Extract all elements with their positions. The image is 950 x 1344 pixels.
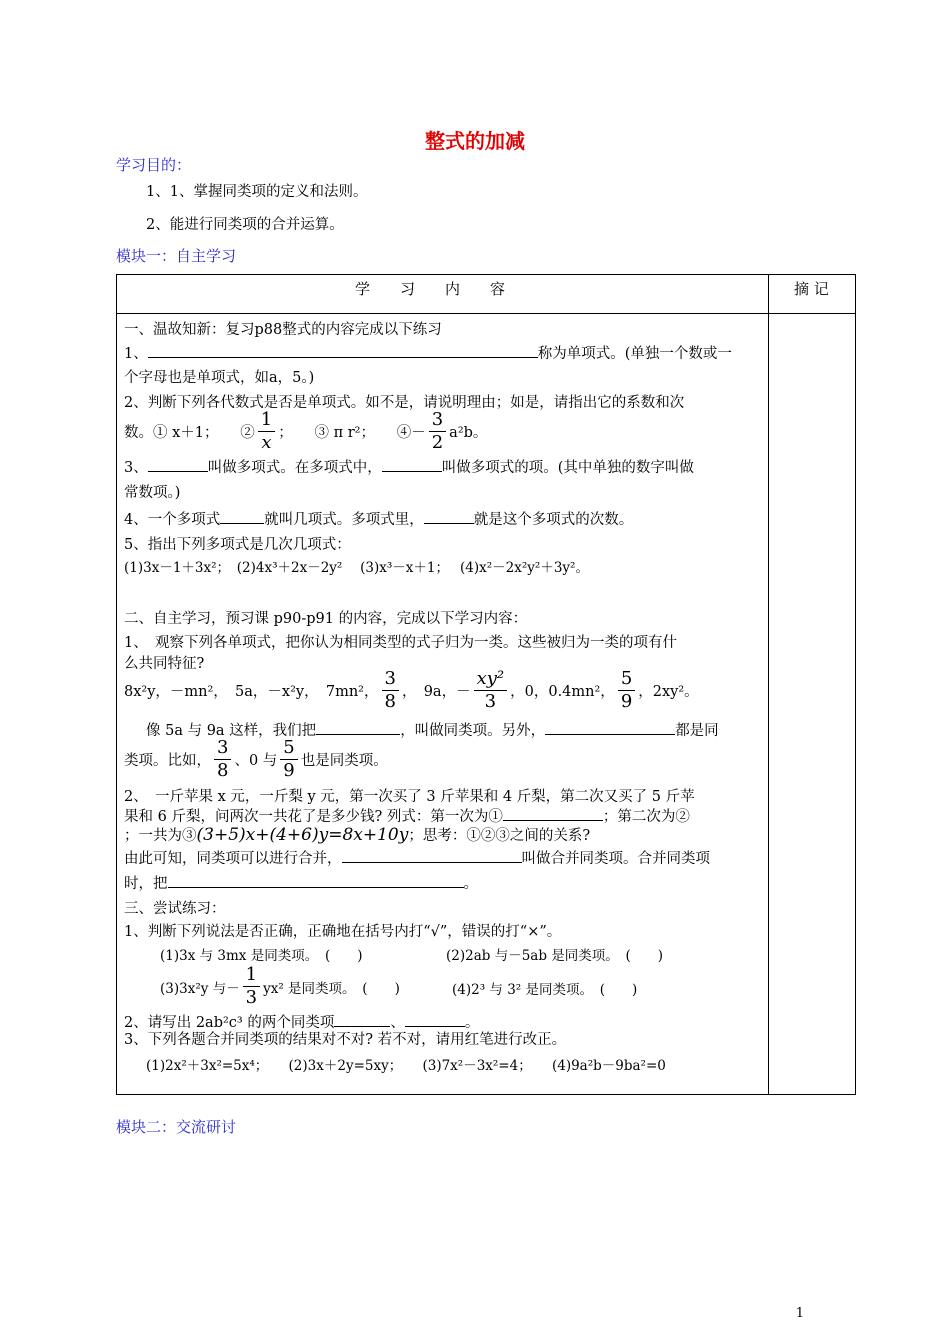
numerator: 5 xyxy=(280,737,297,760)
part3-heading: 三、尝试练习： xyxy=(124,901,226,917)
q1-label: 1、 xyxy=(124,346,148,362)
q2-text-g: 时，把 xyxy=(124,876,168,892)
q3-label: 3、 xyxy=(124,460,148,476)
like-text-c: 都是同 xyxy=(675,723,719,739)
q1c-text-a: (3)3x²y 与－ xyxy=(160,980,240,997)
q2-text-a: 2、请写出 2ab²c³ 的两个同类项 xyxy=(124,1015,335,1031)
numerator: 3 xyxy=(214,737,231,760)
monomial-list xyxy=(124,668,699,713)
module-2-heading: 模块二：交流研讨 xyxy=(116,1118,237,1136)
q2-text-b: 。 xyxy=(464,1015,480,1031)
header-content: 学 习 内 容 xyxy=(355,280,506,298)
q2-text-h: 。 xyxy=(463,876,478,892)
q2-items-c: a²b。 xyxy=(449,425,488,441)
answer-blank[interactable] xyxy=(316,720,400,735)
part2-q2-d xyxy=(124,847,710,868)
denominator: x xyxy=(261,432,272,453)
answer-blank[interactable] xyxy=(220,509,264,524)
part1-q5: 5、指出下列多项式是几次几项式： xyxy=(124,537,351,553)
like-text-e: 、0 与 xyxy=(234,753,278,769)
numerator: 3 xyxy=(382,668,399,691)
q4-text-a: 4、一个多项式 xyxy=(124,512,221,528)
denominator: 8 xyxy=(217,760,229,781)
part1-q2-items xyxy=(124,409,487,454)
answer-blank[interactable] xyxy=(168,873,464,888)
fraction-1-over-x xyxy=(258,409,275,454)
monomials-a: 8x²y，－mn²， 5a，－x²y， 7mn²， xyxy=(124,684,379,700)
answer-blank[interactable] xyxy=(405,1012,465,1027)
part2-q1: 1、 观察下列各单项式，把你认为相同类型的式子归为一类。这些被归为一类的项有什 xyxy=(124,635,677,651)
monomials-d: ，2xy²。 xyxy=(638,684,699,700)
fraction-1-over-3 xyxy=(243,964,260,1009)
like-text-f: 也是同类项。 xyxy=(300,753,388,769)
answer-blank[interactable] xyxy=(424,509,474,524)
fraction-5-over-9 xyxy=(280,737,297,782)
denominator: 8 xyxy=(384,691,396,712)
goal-2: 2、能进行同类项的合并运算。 xyxy=(146,217,344,233)
answer-blank[interactable] xyxy=(342,848,522,863)
part1-q3-cont: 常数项。) xyxy=(124,485,181,501)
part3-q1-d: (4)2³ 与 3² 是同类项。 ( ) xyxy=(452,982,638,998)
numerator: 1 xyxy=(243,964,260,987)
part1-q1-cont: 个字母也是单项式，如a，5。) xyxy=(124,370,315,386)
numerator: 3 xyxy=(429,409,446,432)
module-1-heading: 模块一：自主学习 xyxy=(116,247,237,265)
part1-q3 xyxy=(124,456,694,477)
part1-q5-items: (1)3x－1＋3x²； (2)4x³＋2x－2y² (3)x³－x＋1； (4)x²－2x²y²＋3y²。 xyxy=(124,560,589,576)
part3-q1-b: (2)2ab 与－5ab 是同类项。 ( ) xyxy=(446,948,664,964)
sum-formula: (3+5)x+(4+6)y=8x+10y xyxy=(196,825,409,845)
fraction-5-over-9 xyxy=(618,668,635,713)
part2-q2-c xyxy=(124,824,590,845)
page-number: 1 xyxy=(795,1306,804,1321)
part2-heading: 二、自主学习，预习课 p90-p91 的内容，完成以下学习内容： xyxy=(124,611,528,627)
denominator: 3 xyxy=(245,987,258,1008)
monomials-b: ， 9a，－ xyxy=(401,684,471,700)
like-terms-example xyxy=(124,737,388,782)
fraction-xy2-over-3 xyxy=(474,668,508,713)
fraction-3-over-2 xyxy=(429,409,446,454)
q1-text: 称为单项式。(单独一个数或一 xyxy=(537,346,732,362)
goals-heading: 学习目的： xyxy=(116,156,192,174)
q2-text-c: ；一共为③ xyxy=(124,828,197,844)
numerator: 1 xyxy=(258,409,275,432)
denominator: 9 xyxy=(620,691,633,712)
q2-text-f: 叫做合并同类项。合并同类项 xyxy=(521,851,710,867)
answer-blank[interactable] xyxy=(148,457,208,472)
part2-q1-cont: 么共同特征? xyxy=(124,656,205,672)
fraction-3-over-8 xyxy=(214,737,231,782)
q2-text-d: ；思考：①②③之间的关系? xyxy=(408,828,591,844)
column-divider xyxy=(768,275,769,1094)
part1-heading: 一、温故知新：复习p88整式的内容完成以下练习 xyxy=(124,322,442,338)
numerator: xy² xyxy=(474,668,508,691)
q2-text-e: 由此可知，同类项可以进行合并， xyxy=(124,851,342,867)
part3-q1-c xyxy=(160,964,400,1009)
like-text-a: 像 5a 与 9a 这样，我们把 xyxy=(146,723,317,739)
part2-q2-e xyxy=(124,872,478,893)
answer-blank[interactable] xyxy=(334,1012,390,1027)
denominator: 2 xyxy=(431,432,444,453)
goal-1: 1、1、掌握同类项的定义和法则。 xyxy=(146,184,368,200)
denominator: 9 xyxy=(283,760,295,781)
numerator: 5 xyxy=(618,668,635,691)
part3-q1: 1、判断下列说法是否正确，正确地在括号内打“√”，错误的打“×”。 xyxy=(124,924,562,940)
part3-q3: 3、下列各题合并同类项的结果对不对? 若不对，请用红笔进行改正。 xyxy=(124,1032,567,1048)
like-text-b: ，叫做同类项。另外， xyxy=(400,723,546,739)
answer-blank[interactable] xyxy=(503,806,603,821)
part1-q2: 2、判断下列各代数式是否是单项式。如不是，请说明理由；如是，请指出它的系数和次 xyxy=(124,395,685,411)
answer-blank[interactable] xyxy=(148,343,538,358)
header-notes: 摘 记 xyxy=(794,280,829,298)
part3-q3-items: (1)2x²＋3x²=5x⁴； (2)3x＋2y=5xy； (3)7x²－3x²=4； (4)9a²b－9ba²=0 xyxy=(146,1058,666,1074)
q3-text-b: 叫做多项式的项。(其中单独的数字叫做 xyxy=(441,460,694,476)
fraction-3-over-8 xyxy=(382,668,399,713)
q2-separator: 、 xyxy=(390,1015,405,1031)
part3-q1-a: (1)3x 与 3mx 是同类项。 ( ) xyxy=(160,948,363,964)
part2-q2: 2、 一斤苹果 x 元，一斤梨 y 元，第一次买了 3 斤苹果和 4 斤梨，第二次又买了 5 斤苹 xyxy=(124,789,695,805)
q3-text-a: 叫做多项式。在多项式中， xyxy=(207,460,382,476)
q2-text-b: ；第二次为② xyxy=(602,809,690,825)
page-title: 整式的加减 xyxy=(425,129,525,153)
monomials-c: ，0，0.4mn²， xyxy=(510,684,615,700)
q4-text-b: 就叫几项式。多项式里， xyxy=(264,512,424,528)
q2-text-a: 果和 6 斤梨，问两次一共花了是多少钱? 列式：第一次为① xyxy=(124,809,503,825)
q1c-text-b: yx² 是同类项。 ( ) xyxy=(263,980,400,997)
denominator: 3 xyxy=(484,691,497,712)
q2-items-a: 数。① x＋1； ② xyxy=(124,425,255,441)
q4-text-c: 就是这个多项式的次数。 xyxy=(473,512,634,528)
part1-q4 xyxy=(124,508,633,529)
q2-items-b: ； ③ π r²； ④－ xyxy=(278,425,426,441)
part1-q1-line xyxy=(124,342,732,363)
answer-blank[interactable] xyxy=(382,457,442,472)
like-text-d: 类项。比如， xyxy=(124,753,211,769)
answer-blank[interactable] xyxy=(545,720,675,735)
header-divider xyxy=(117,313,855,314)
part2-q2-b xyxy=(124,805,690,826)
